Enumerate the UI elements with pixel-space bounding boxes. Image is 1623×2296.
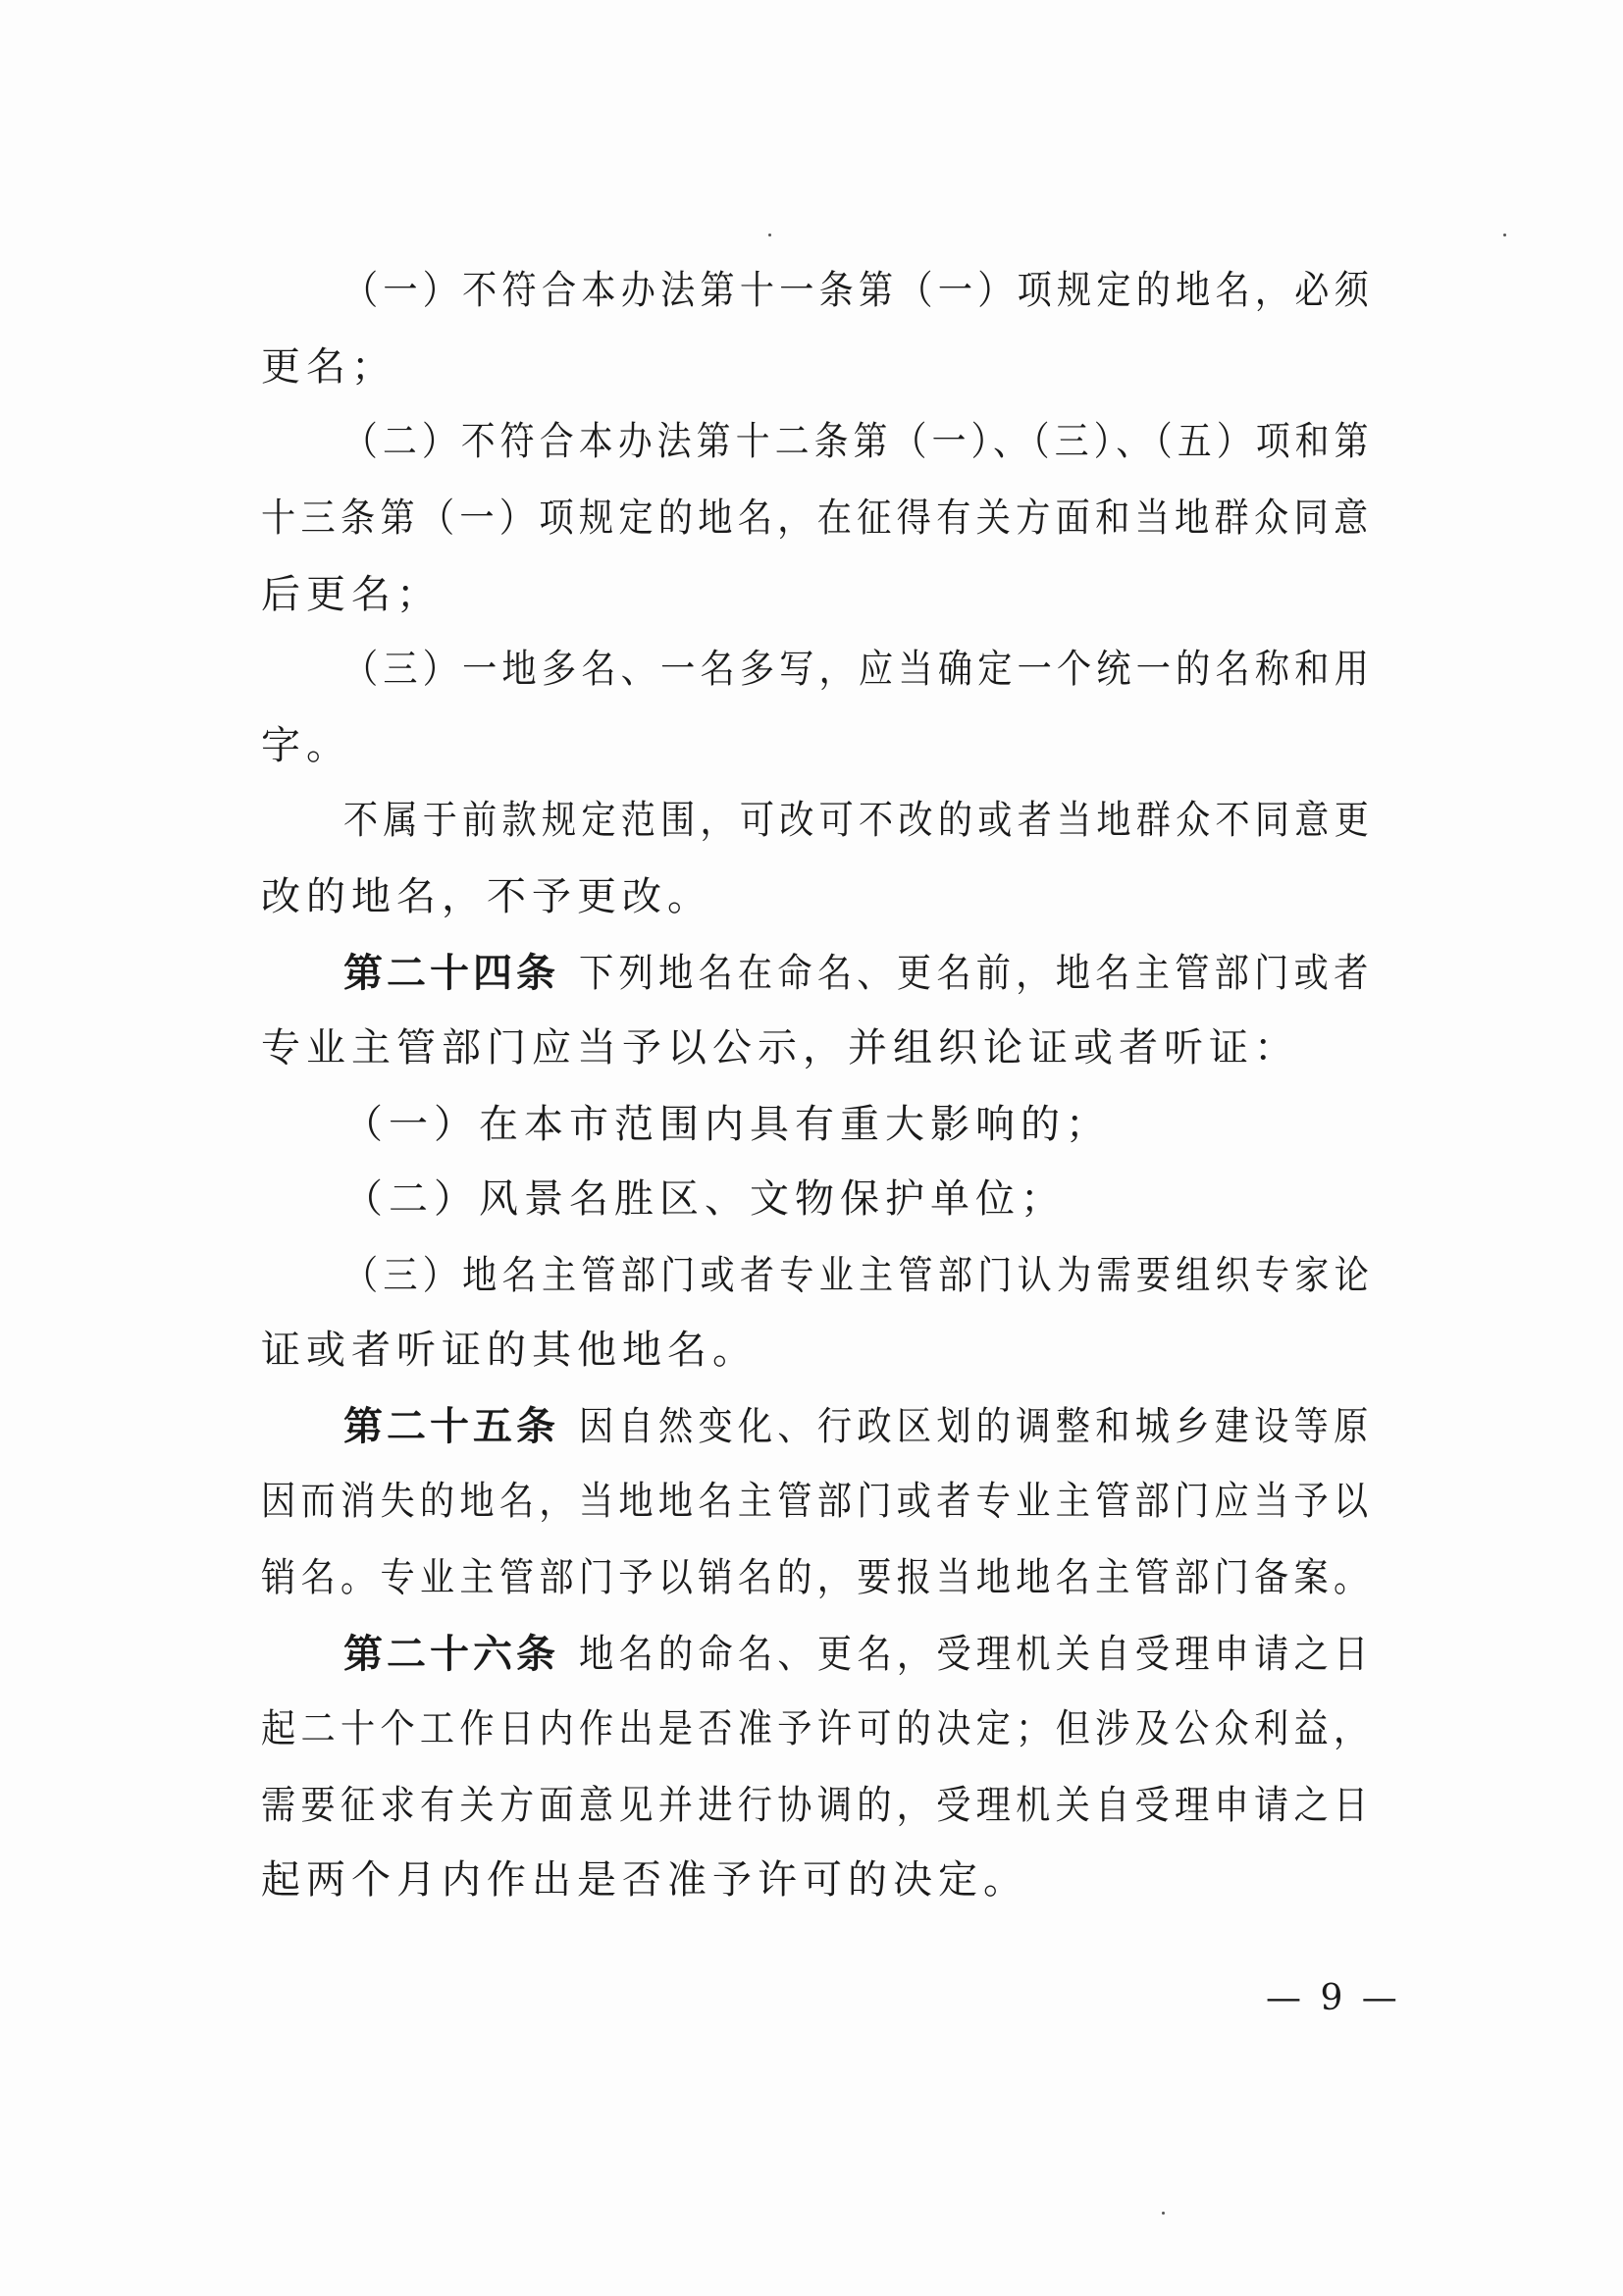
text-line: 起二十个工作日内作出是否准予许可的决定；但涉及公众利益，	[261, 1706, 1374, 1751]
article-25-title: 第二十五条	[343, 1403, 559, 1449]
text-line: 因而消失的地名，当地地名主管部门或者专业主管部门应当予以	[261, 1479, 1374, 1524]
text-line: （二）风景名胜区、文物保护单位；	[343, 1176, 1066, 1222]
scan-speck	[1503, 234, 1506, 236]
text-line: 十三条第（一）项规定的地名，在征得有关方面和当地群众同意	[261, 496, 1374, 541]
text-line: （三）一地多名、一名多写，应当确定一个统一的名称和用	[343, 647, 1375, 692]
scan-speck	[1162, 2212, 1165, 2215]
article-26-title: 第二十六条	[343, 1631, 559, 1677]
text-line: （二）不符合本办法第十二条第（一）、（三）、（五）项和第	[343, 419, 1374, 464]
scan-speck	[768, 234, 771, 236]
text-line: 起两个月内作出是否准予许可的决定。	[261, 1857, 1028, 1903]
text-line: 后更名；	[261, 572, 442, 617]
text-line: （一）不符合本办法第十一条第（一）项规定的地名，必须	[343, 268, 1375, 313]
text-line: 改的地名，不予更改。	[261, 874, 712, 919]
article-26-heading-line: 第二十六条 地名的命名、更名，受理机关自受理申请之日	[0, 1625, 1623, 1684]
article-25-heading-line: 第二十五条 因自然变化、行政区划的调整和城乡建设等原	[0, 1397, 1623, 1456]
page-number: — 9 —	[1266, 1978, 1401, 2018]
text-line: 证或者听证的其他地名。	[261, 1328, 758, 1373]
text-line: （三）地名主管部门或者专业主管部门认为需要组织专家论	[343, 1253, 1375, 1298]
text-line: 更名；	[261, 344, 396, 390]
text-line: 销名。专业主管部门予以销名的，要报当地地名主管部门备案。	[261, 1555, 1374, 1600]
article-24-heading-line: 第二十四条 下列地名在命名、更名前，地名主管部门或者	[0, 944, 1623, 1003]
text-line: 不属于前款规定范围，可改可不改的或者当地群众不同意更	[343, 798, 1375, 843]
article-24-title: 第二十四条	[343, 950, 559, 996]
text-line: （一）在本市范围内具有重大影响的；	[343, 1102, 1111, 1147]
text-line: 专业主管部门应当予以公示，并组织论证或者听证：	[261, 1025, 1299, 1070]
text-line: 字。	[261, 723, 351, 768]
text-line: 需要征求有关方面意见并进行协调的，受理机关自受理申请之日	[261, 1783, 1374, 1828]
